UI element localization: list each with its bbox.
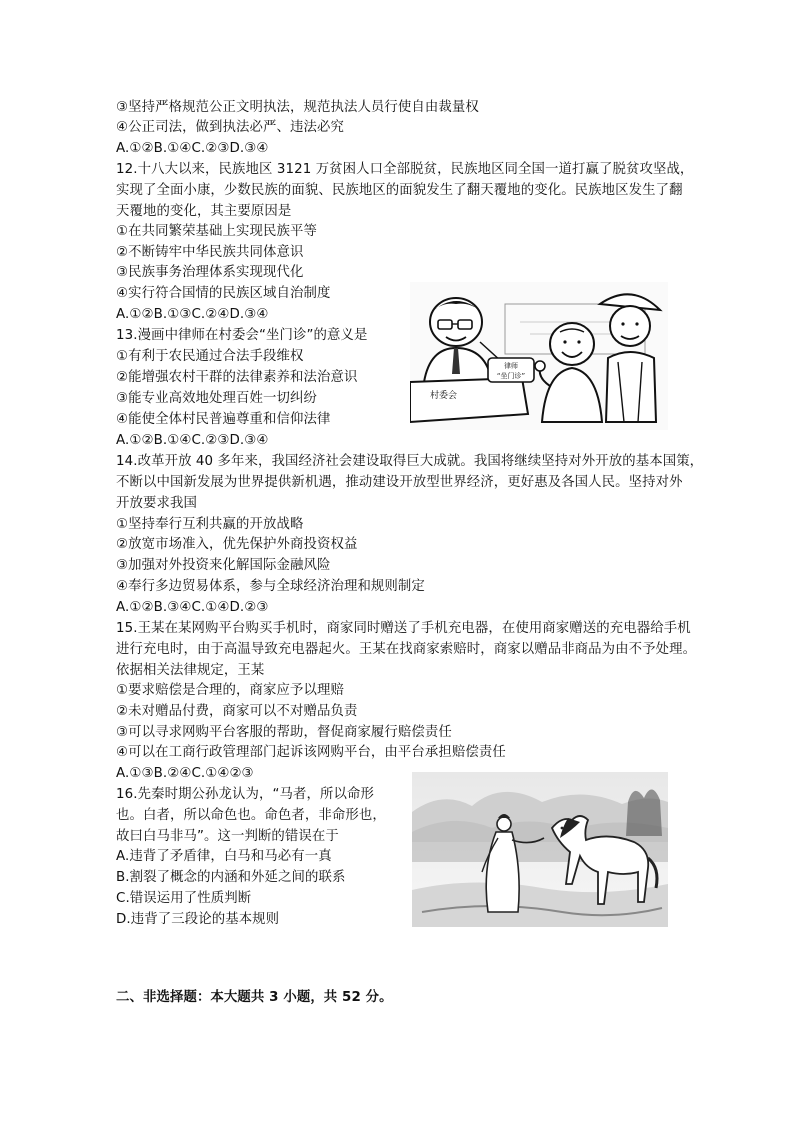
q12-stem-line-1: 12.十八大以来，民族地区 3121 万贫困人口全部脱贫，民族地区同全国一道打赢了脱贫攻坚战， (116, 162, 694, 177)
cartoon-drawing (410, 282, 668, 430)
q15-answers: A.①③B.②④C.①④②③ (116, 766, 254, 781)
q11-option-3: ③坚持严格规范公正文明执法，规范执法人员行使自由裁量权 (116, 100, 479, 115)
q15-option-2: ②未对赠品付费，商家可以不对赠品负责 (116, 704, 358, 719)
q13-option-4: ④能使全体村民普遍尊重和信仰法律 (116, 412, 331, 427)
q16-option-a: A.违背了矛盾律，白马和马必有一真 (116, 849, 332, 864)
q15-stem-line-3: 依据相关法律规定，王某 (116, 663, 265, 678)
ink-painting-drawing (412, 772, 668, 927)
q11-answers: A.①②B.①④C.②③D.③④ (116, 141, 269, 156)
q12-option-2: ②不断铸牢中华民族共同体意识 (116, 245, 304, 260)
q14-answers: A.①②B.③④C.①④D.②③ (116, 600, 269, 615)
section-2-heading: 二、非选择题：本大题共 3 小题，共 52 分。 (116, 990, 393, 1005)
desk-label: 村委会 (430, 391, 458, 401)
q14-stem-line-3: 开放要求我国 (116, 496, 197, 511)
q13-stem: 13.漫画中律师在村委会“坐门诊”的意义是 (116, 328, 368, 343)
white-horse-ink-painting (412, 772, 668, 927)
q13-option-1: ①有利于农民通过合法手段维权 (116, 349, 304, 364)
q16-stem-line-1: 16.先秦时期公孙龙认为，“马者，所以命形 (116, 787, 374, 802)
q15-stem-line-2: 进行充电时，由于高温导致充电器起火。王某在找商家索赔时，商家以赠品非商品为由不予处理。 (116, 642, 697, 657)
q14-option-2: ②放宽市场准入，优先保护外商投资权益 (116, 537, 358, 552)
q12-stem-line-2: 实现了全面小康，少数民族的面貌、民族地区的面貌发生了翻天覆地的变化。民族地区发生了翻 (116, 183, 683, 198)
q14-option-3: ③加强对外投资来化解国际金融风险 (116, 558, 331, 573)
q14-option-1: ①坚持奉行互利共赢的开放战略 (116, 517, 304, 532)
q12-option-3: ③民族事务治理体系实现现代化 (116, 265, 304, 280)
lawyer-clinic-cartoon (410, 282, 668, 430)
q12-answers: A.①②B.①③C.②④D.③④ (116, 307, 269, 322)
sign-text-line-2: “坐门诊” (496, 372, 526, 380)
q16-stem-line-2: 也。白者，所以命色也。命色者，非命形也， (116, 808, 386, 823)
q15-stem-line-1: 15.王某在某网购平台购买手机时，商家同时赠送了手机充电器，在使用商家赠送的充电器给手机 (116, 621, 691, 636)
q16-option-c: C.错误运用了性质判断 (116, 891, 252, 906)
q16-option-b: B.割裂了概念的内涵和外延之间的联系 (116, 870, 346, 885)
q13-option-2: ②能增强农村干群的法律素养和法治意识 (116, 370, 358, 385)
q15-option-1: ①要求赔偿是合理的，商家应予以理赔 (116, 683, 344, 698)
q15-option-3: ③可以寻求网购平台客服的帮助，督促商家履行赔偿责任 (116, 725, 452, 740)
q16-stem-line-3: 故曰白马非马”。这一判断的错误在于 (116, 829, 339, 844)
q15-option-4: ④可以在工商行政管理部门起诉该网购平台，由平台承担赔偿责任 (116, 745, 506, 760)
q12-option-4: ④实行符合国情的民族区域自治制度 (116, 286, 331, 301)
q14-stem-line-2: 不断以中国新发展为世界提供新机遇，推动建设开放型世界经济，更好惠及各国人民。坚持对外 (116, 475, 683, 490)
sign-text-line-1: 律师 (504, 362, 518, 370)
q12-stem-line-3: 天覆地的变化，其主要原因是 (116, 204, 292, 219)
q11-option-4: ④公正司法，做到执法必严、违法必究 (116, 120, 344, 135)
q16-option-d: D.违背了三段论的基本规则 (116, 912, 280, 927)
q13-option-3: ③能专业高效地处理百姓一切纠纷 (116, 391, 317, 406)
q14-stem-line-1: 14.改革开放 40 多年来，我国经济社会建设取得巨大成就。我国将继续坚持对外开放的基本国策， (116, 454, 704, 469)
q13-answers: A.①②B.①④C.②③D.③④ (116, 433, 269, 448)
q12-option-1: ①在共同繁荣基础上实现民族平等 (116, 224, 317, 239)
q14-option-4: ④奉行多边贸易体系，参与全球经济治理和规则制定 (116, 579, 425, 594)
